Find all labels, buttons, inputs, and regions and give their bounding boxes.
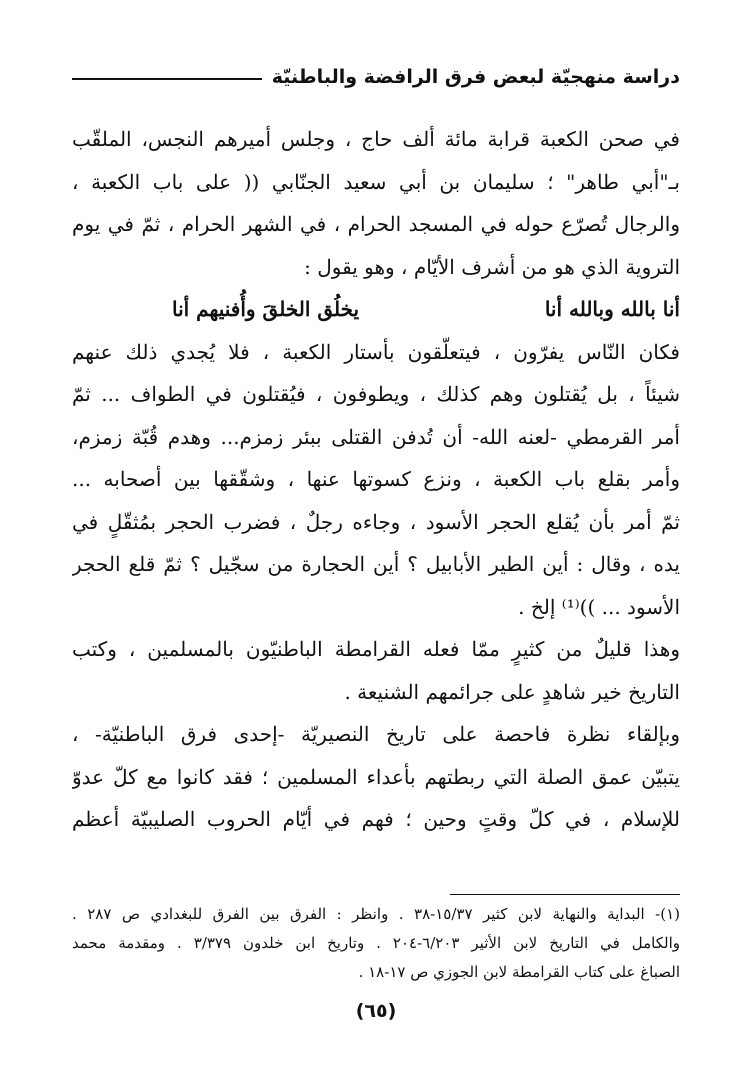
text-line: فكان النّاس يفرّون ، فيتعلّقون بأستار الكعبة ، فلا يُجدي ذلك عنهم — [72, 339, 680, 364]
text-line: الأسود ... ))⁽¹⁾ إلخ . — [518, 594, 680, 619]
page-number: (٦٥) — [355, 1000, 397, 1022]
poem-hemistich-left: يخلُق الخلقَ وأُفنيهم أنا — [172, 297, 360, 321]
text-line: التروية الذي هو من أشرف الأيّام ، وهو يقول : — [304, 254, 680, 279]
poem-hemistich-right: أنا بالله وبالله أنا — [544, 297, 680, 321]
main-text — [72, 118, 680, 841]
text-line: التاريخ خير شاهدٍ على جرائمهم الشنيعة . — [344, 679, 680, 704]
text-line: ثمّ أمر بأن يُقلع الحجر الأسود ، وجاءه رجلٌ ، فضرب الحجر بمُثقّلٍ في — [72, 509, 680, 534]
running-header — [72, 60, 680, 94]
text-line: شيئاً ، بل يُقتلون وهم كذلك ، ويطوفون ، فيُقتلون في الطواف ... ثمّ — [72, 382, 680, 406]
text-line: أمر القرمطي -لعنه الله- أن تُدفن القتلى ببئر زمزم... وهدم قُبّة زمزم، — [72, 424, 680, 449]
text-line: في صحن الكعبة قرابة مائة ألف حاج ، وجلس أميرهم النجس، الملقّب — [72, 127, 680, 151]
footnote-line: الصباغ على كتاب القرامطة لابن الجوزي ص ١٧-١٨ . — [358, 963, 680, 981]
footnote-line: والكامل في التاريخ لابن الأثير ٦/٢٠٣-٢٠٤ . وتاريخ ابن خلدون ٣/٣٧٩ . ومقدمة محمد — [72, 934, 680, 952]
text-line: وبإلقاء نظرة فاحصة على تاريخ النصيريّة -إحدى فرق الباطنيّة- ، — [72, 722, 680, 746]
paragraph-4 — [72, 713, 680, 841]
poem-verse — [72, 288, 680, 331]
footnote-separator — [450, 894, 680, 895]
text-line: وأمر بقلع باب الكعبة ، ونزع كسوتها عنها ، وشقّقها بين أصحابه ... — [72, 467, 680, 491]
text-line: للإسلام ، في كلّ وقتٍ وحين ؛ فهم في أيّام الحروب الصليبيّة أعظم — [72, 807, 680, 831]
text-line: يتبيّن عمق الصلة التي ربطتهم بأعداء المسلمين ؛ فقد كانوا مع كلّ عدوّ — [72, 764, 680, 789]
footnote-line: (١)- البداية والنهاية لابن كثير ١٥/٣٧-٣٨ . وانظر : الفرق بين الفرق للبغدادي ص ٢٨٧ . — [72, 905, 680, 923]
paragraph-3 — [72, 628, 680, 713]
header-rule — [72, 78, 262, 80]
paragraph-2 — [72, 331, 680, 629]
text-line: يده ، وقال : أين الطير الأبابيل ؟ أين الحجارة من سجّيل ؟ ثمّ قلع الحجر — [72, 552, 680, 576]
text-line: بـ"أبي طاهر" ؛ سليمان بن أبي سعيد الجنّابي (( على باب الكعبة ، — [72, 169, 680, 194]
text-line: وهذا قليلٌ من كثيرٍ ممّا فعله القرامطة الباطنيّون بالمسلمين ، وكتب — [72, 637, 680, 661]
footnotes — [72, 900, 680, 987]
header-title: دراسة منهجيّة لبعض فرق الرافضة والباطنيّة — [271, 66, 680, 88]
paragraph-1 — [72, 118, 680, 288]
text-line: والرجال تُصرّع حوله في المسجد الحرام ، في الشهر الحرام ، ثمّ في يوم — [72, 212, 680, 236]
